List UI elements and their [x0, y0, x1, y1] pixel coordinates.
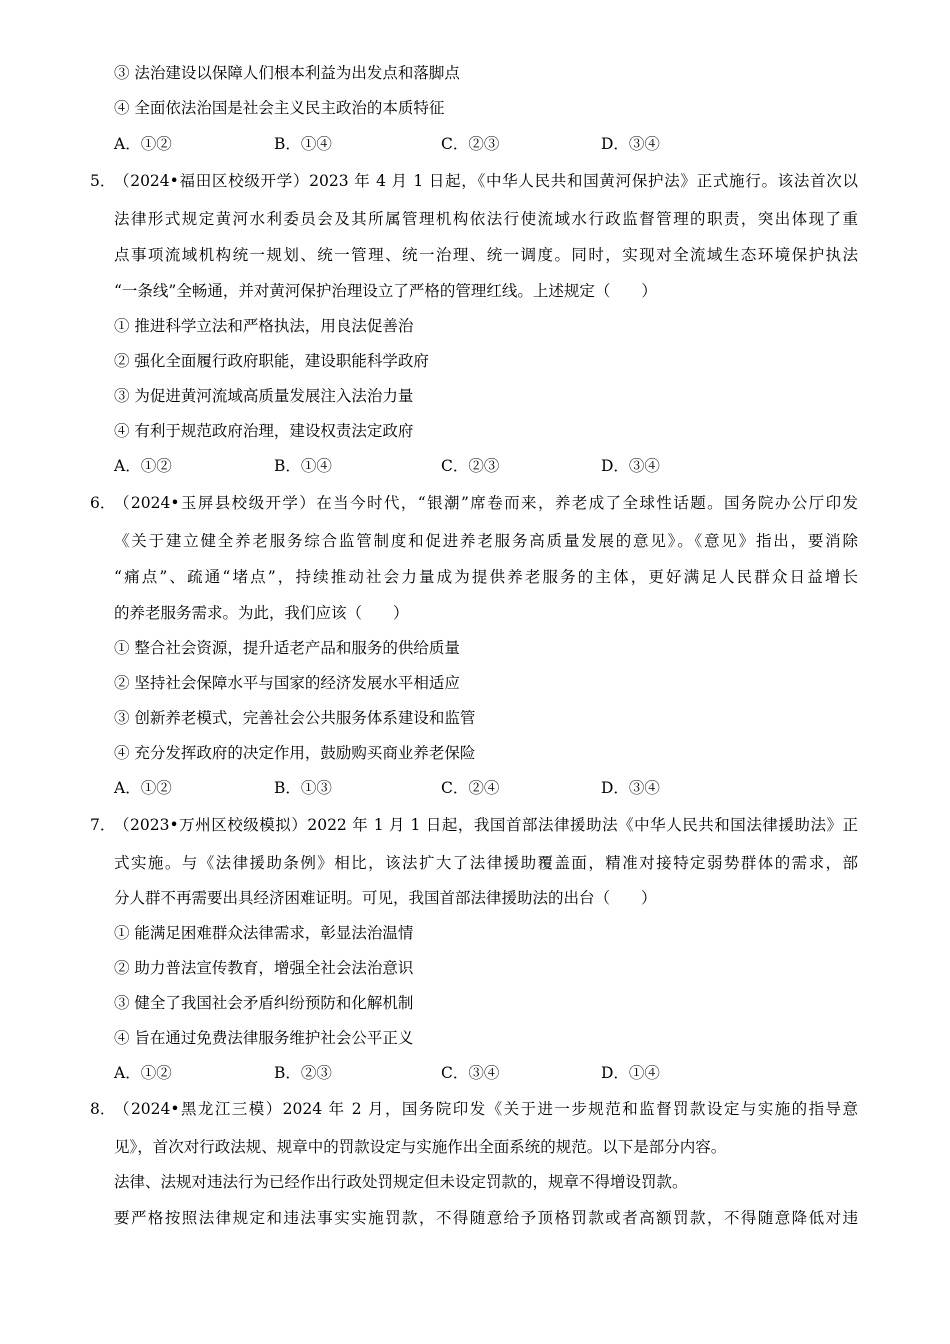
q6-stem-line-4: 的养老服务需求。为此，我们应该（ ） — [114, 604, 409, 622]
q6-option-c: C．②④ — [441, 779, 500, 797]
q7-stem-line-3: 分人群不再需要出具经济困难证明。可见，我国首部法律援助法的出台（ ） — [114, 889, 657, 907]
q5-stem-line-3: 点事项流域机构统一规划、统一管理、统一治理、统一调度。同时，实现对全流域生态环境保护执法 — [114, 246, 858, 264]
q4-option-a: A．①② — [114, 135, 172, 153]
q5-statement-2: ② 强化全面履行政府职能，建设职能科学政府 — [114, 352, 429, 370]
q8-paragraph-1: 法律、法规对违法行为已经作出行政处罚规定但未设定罚款的，规章不得增设罚款。 — [114, 1173, 688, 1191]
q6-option-d: D．③④ — [601, 779, 660, 797]
q6-stem-line-3: “痛点”、疏通“堵点”，持续推动社会力量成为提供养老服务的主体，更好满足人民群众日益增长 — [114, 568, 858, 586]
q7-statement-4: ④ 旨在通过免费法律服务维护社会公平正义 — [114, 1029, 414, 1047]
q5-statement-3: ③ 为促进黄河流域高质量发展注入法治力量 — [114, 387, 414, 405]
q7-option-c: C．③④ — [441, 1064, 500, 1082]
q4-option-c: C．②③ — [441, 135, 500, 153]
q5-option-d: D．③④ — [601, 457, 660, 475]
q4-option-d: D．③④ — [601, 135, 660, 153]
q4-statement-3: ③ 法治建设以保障人们根本利益为出发点和落脚点 — [114, 64, 460, 82]
q5-option-a: A．①② — [114, 457, 172, 475]
q5-option-c: C．②③ — [441, 457, 500, 475]
q7-number: 7． — [90, 816, 116, 834]
q6-option-b: B．①③ — [274, 779, 332, 797]
q7-statement-1: ① 能满足困难群众法律需求，彰显法治温情 — [114, 924, 414, 942]
q6-statement-1: ① 整合社会资源，提升适老产品和服务的供给质量 — [114, 639, 460, 657]
q6-number: 6． — [90, 494, 116, 512]
q7-statement-2: ② 助力普法宣传教育，增强全社会法治意识 — [114, 959, 414, 977]
q6-statement-3: ③ 创新养老模式，完善社会公共服务体系建设和监管 — [114, 709, 476, 727]
q4-statement-4: ④ 全面依法治国是社会主义民主政治的本质特征 — [114, 99, 445, 117]
q5-statement-4: ④ 有利于规范政府治理，建设权责法定政府 — [114, 422, 414, 440]
q7-stem-line-1: （2023•万州区校级模拟）2022 年 1 月 1 日起，我国首部法律援助法《中华人民共和国法律援助法》正 — [114, 816, 858, 834]
q5-statement-1: ① 推进科学立法和严格执法，用良法促善治 — [114, 317, 414, 335]
q7-option-d: D．①④ — [601, 1064, 660, 1082]
q5-option-b: B．①④ — [274, 457, 332, 475]
q7-option-b: B．②③ — [274, 1064, 332, 1082]
q5-stem-line-2: 法律形式规定黄河水利委员会及其所属管理机构依法行使流域水行政监督管理的职责，突出体现了重 — [114, 210, 858, 228]
q5-stem-line-4: “一条线”全畅通，并对黄河保护治理设立了严格的管理红线。上述规定（ ） — [114, 282, 657, 300]
q7-stem-line-2: 式实施。与《法律援助条例》相比，该法扩大了法律援助覆盖面，精准对接特定弱势群体的需求，部 — [114, 854, 858, 872]
q6-statement-2: ② 坚持社会保障水平与国家的经济发展水平相适应 — [114, 674, 460, 692]
q5-number: 5． — [90, 172, 116, 190]
q6-stem-line-1: （2024•玉屏县校级开学）在当今时代，“银潮”席卷而来，养老成了全球性话题。国务院办公厅印发 — [114, 494, 858, 512]
q6-option-a: A．①② — [114, 779, 172, 797]
q8-paragraph-2: 要严格按照法律规定和违法事实实施罚款，不得随意给予顶格罚款或者高额罚款，不得随意降低对违 — [114, 1209, 858, 1227]
q7-statement-3: ③ 健全了我国社会矛盾纠纷预防和化解机制 — [114, 994, 414, 1012]
q5-stem-line-1: （2024•福田区校级开学）2023 年 4 月 1 日起，《中华人民共和国黄河保护法》正式施行。该法首次以 — [114, 172, 858, 190]
q8-stem-line-1: （2024•黑龙江三模）2024 年 2 月，国务院印发《关于进一步规范和监督罚款设定与实施的指导意 — [114, 1100, 858, 1118]
q7-option-a: A．①② — [114, 1064, 172, 1082]
q8-stem-line-2: 见》，首次对行政法规、规章中的罚款设定与实施作出全面系统的规范。以下是部分内容。 — [114, 1138, 727, 1156]
q6-stem-line-2: 《关于建立健全养老服务综合监管制度和促进养老服务高质量发展的意见》。《意见》指出，要消除 — [114, 532, 858, 550]
q6-statement-4: ④ 充分发挥政府的决定作用，鼓励购买商业养老保险 — [114, 744, 476, 762]
q8-number: 8． — [90, 1100, 116, 1118]
q4-option-b: B．①④ — [274, 135, 332, 153]
